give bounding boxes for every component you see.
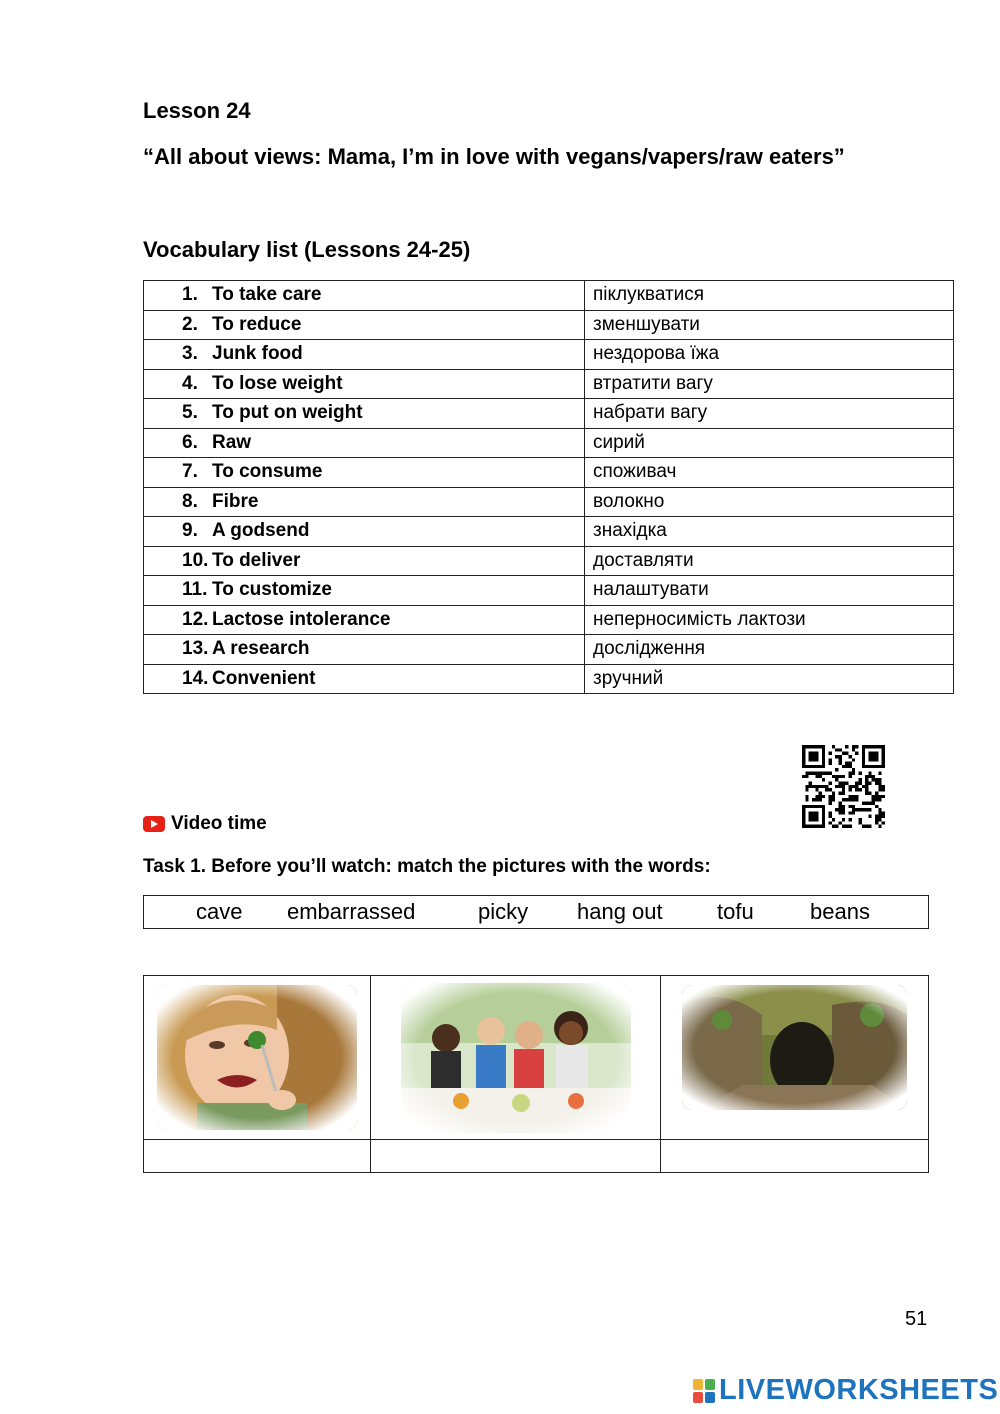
vocab-row bbox=[144, 340, 954, 370]
vocabulary-heading: Vocabulary list (Lessons 24-25) bbox=[143, 237, 471, 262]
vocab-row bbox=[144, 310, 954, 340]
cave-image bbox=[682, 985, 907, 1110]
vocab-number: 9. bbox=[182, 520, 198, 542]
vocab-translation: набрати вагу bbox=[585, 399, 954, 429]
vocab-term: To lose weight bbox=[212, 372, 343, 394]
vocab-row bbox=[144, 576, 954, 606]
vocab-translation: неперносимість лактози bbox=[585, 605, 954, 635]
vocab-translation: налаштувати bbox=[585, 576, 954, 606]
vocab-term: To deliver bbox=[212, 549, 301, 571]
vocab-translation: сирий bbox=[585, 428, 954, 458]
vocab-term: Convenient bbox=[212, 667, 316, 689]
lesson-title: Lesson 24 bbox=[143, 98, 251, 123]
vocab-number: 8. bbox=[182, 490, 198, 512]
picture-matching-table bbox=[143, 975, 929, 1173]
word-bank-item: picky bbox=[478, 899, 529, 924]
picky-boy-image bbox=[157, 985, 357, 1130]
vocab-number: 6. bbox=[182, 431, 198, 453]
vocab-english bbox=[144, 428, 585, 458]
vocab-term: Junk food bbox=[212, 343, 303, 365]
vocab-translation: піклукватися bbox=[585, 281, 954, 311]
word-bank-item: tofu bbox=[717, 899, 754, 924]
vocab-translation: зменшувати bbox=[585, 310, 954, 340]
vocab-translation: дослідження bbox=[585, 635, 954, 665]
vocab-number: 4. bbox=[182, 372, 198, 394]
vocab-term: Raw bbox=[212, 431, 252, 453]
vocab-term: Lactose intolerance bbox=[212, 608, 391, 630]
brand-name: LIVEWORKSHEETS bbox=[719, 1374, 999, 1406]
vocabulary-table bbox=[143, 280, 954, 694]
vocab-english bbox=[144, 605, 585, 635]
vocab-term: To consume bbox=[212, 461, 323, 483]
vocab-row bbox=[144, 458, 954, 488]
vocab-term: Fibre bbox=[212, 490, 259, 512]
vocab-english bbox=[144, 369, 585, 399]
vocab-row bbox=[144, 428, 954, 458]
vocab-translation: волокно bbox=[585, 487, 954, 517]
vocab-term: A research bbox=[212, 638, 310, 660]
page-number: 51 bbox=[905, 1308, 928, 1330]
answer-cell-1[interactable] bbox=[144, 1140, 371, 1173]
vocab-term: To reduce bbox=[212, 313, 302, 335]
qr-code-icon[interactable] bbox=[802, 745, 885, 828]
vocab-english bbox=[144, 664, 585, 694]
vocab-english bbox=[144, 487, 585, 517]
vocab-translation: втратити вагу bbox=[585, 369, 954, 399]
vocab-translation: нездорова їжа bbox=[585, 340, 954, 370]
vocab-number: 11. bbox=[182, 579, 208, 601]
vocab-english bbox=[144, 399, 585, 429]
vocab-row bbox=[144, 487, 954, 517]
vocab-term: To put on weight bbox=[212, 402, 363, 424]
vocab-row bbox=[144, 664, 954, 694]
word-bank bbox=[143, 895, 929, 929]
word-bank-item: embarrassed bbox=[287, 899, 416, 924]
vocab-english bbox=[144, 458, 585, 488]
vocab-number: 1. bbox=[182, 284, 198, 306]
vocab-translation: доставляти bbox=[585, 546, 954, 576]
vocab-english bbox=[144, 576, 585, 606]
vocab-number: 13. bbox=[182, 638, 209, 660]
word-bank-item: cave bbox=[196, 899, 243, 924]
vocab-number: 7. bbox=[182, 461, 198, 483]
hang-out-friends-image bbox=[401, 983, 631, 1133]
vocab-row bbox=[144, 635, 954, 665]
lesson-subtitle: “All about views: Mama, I’m in love with vegans/vapers/raw eaters” bbox=[143, 144, 845, 169]
vocab-number: 14. bbox=[182, 667, 209, 689]
picture-cell bbox=[371, 976, 661, 1140]
answer-cell-3[interactable] bbox=[661, 1140, 929, 1173]
vocab-number: 3. bbox=[182, 343, 198, 365]
vocab-english bbox=[144, 635, 585, 665]
vocab-number: 2. bbox=[182, 313, 198, 335]
vocab-row bbox=[144, 369, 954, 399]
vocab-translation: споживач bbox=[585, 458, 954, 488]
word-bank-item: beans bbox=[810, 899, 870, 924]
word-bank-item: hang out bbox=[577, 899, 663, 924]
liveworksheets-brand[interactable] bbox=[693, 1374, 998, 1407]
picture-cell bbox=[144, 976, 371, 1140]
vocab-row bbox=[144, 546, 954, 576]
vocab-number: 10. bbox=[182, 549, 209, 571]
vocab-number: 12. bbox=[182, 608, 209, 630]
vocab-row bbox=[144, 399, 954, 429]
vocab-row bbox=[144, 281, 954, 311]
vocab-translation: знахідка bbox=[585, 517, 954, 547]
vocab-term: To take care bbox=[212, 284, 322, 306]
vocab-english bbox=[144, 517, 585, 547]
answer-cell-2[interactable] bbox=[371, 1140, 661, 1173]
video-time-label: Video time bbox=[171, 813, 267, 834]
picture-cell bbox=[661, 976, 929, 1140]
vocab-row bbox=[144, 517, 954, 547]
vocab-english bbox=[144, 340, 585, 370]
liveworksheets-logo-icon bbox=[693, 1379, 715, 1403]
video-time-row bbox=[143, 813, 267, 835]
vocab-term: To customize bbox=[212, 579, 332, 601]
vocab-number: 5. bbox=[182, 402, 198, 424]
vocab-translation: зручний bbox=[585, 664, 954, 694]
vocab-row bbox=[144, 605, 954, 635]
vocab-english bbox=[144, 546, 585, 576]
youtube-icon[interactable] bbox=[143, 816, 165, 832]
vocab-english bbox=[144, 281, 585, 311]
vocab-term: A godsend bbox=[212, 520, 310, 542]
vocab-english bbox=[144, 310, 585, 340]
task1-instruction: Task 1. Before you’ll watch: match the pictures with the words: bbox=[143, 856, 711, 877]
